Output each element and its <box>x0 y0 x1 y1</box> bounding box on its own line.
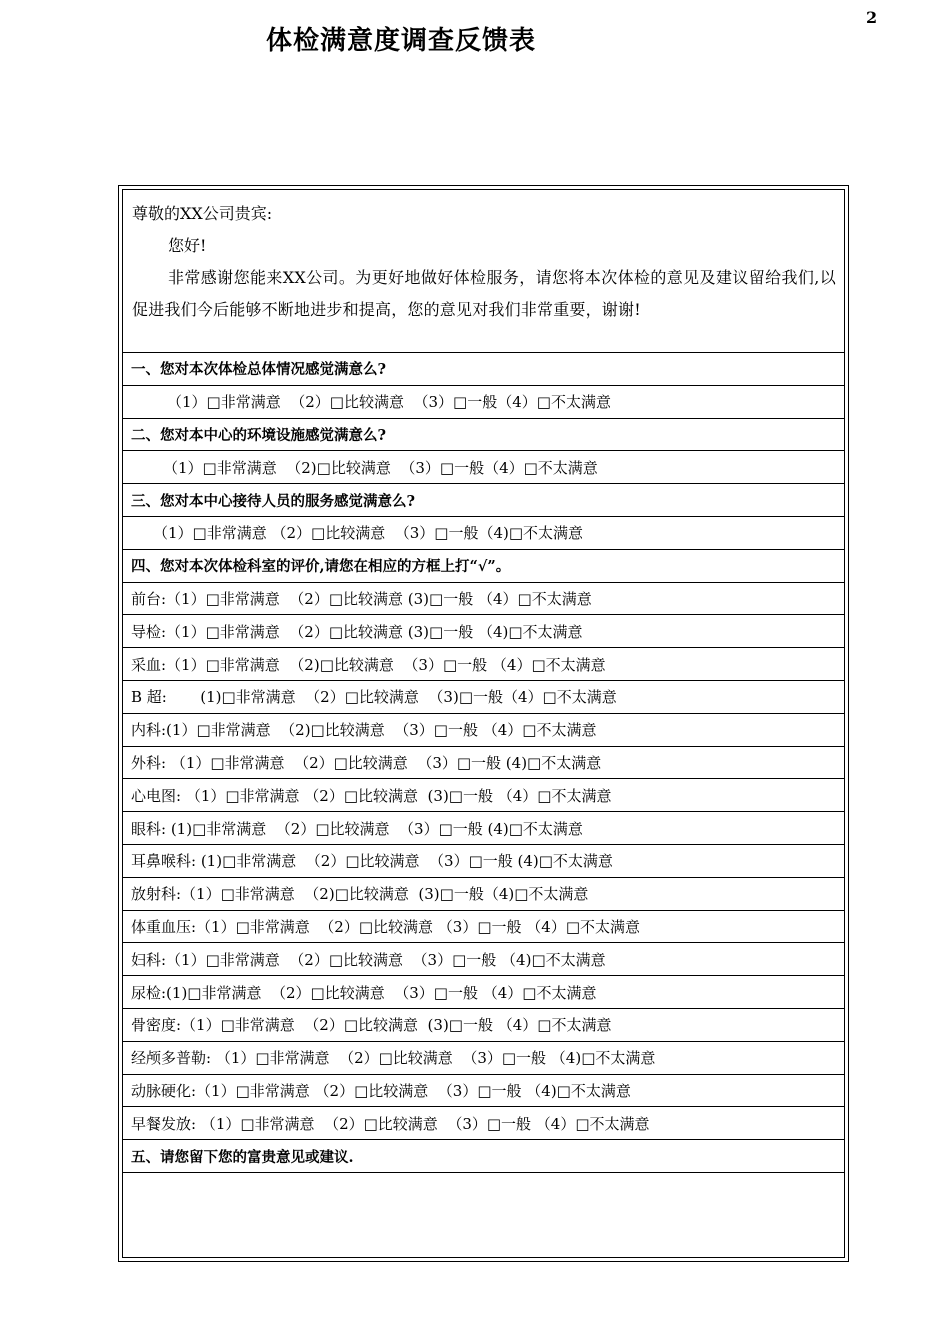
department-row-gynecology[interactable]: 妇科:（1）□非常满意 （2）□比较满意 （3）□一般 （4)□不太满意 <box>123 943 844 976</box>
department-row-radiology[interactable]: 放射科:（1）□非常满意 （2)□比较满意 (3)□一般（4)□不太满意 <box>123 878 844 911</box>
page-title: 体检满意度调查反馈表 <box>266 26 537 56</box>
question-4-heading: 四、您对本次体检科室的评价,请您在相应的方框上打“√”。 <box>123 550 844 583</box>
question-2-heading: 二、您对本中心的环境设施感觉满意么? <box>123 419 844 452</box>
department-row-front-desk[interactable]: 前台:（1）□非常满意 （2）□比较满意 (3)□一般 （4）□不太满意 <box>123 583 844 616</box>
department-row-ent[interactable]: 耳鼻喉科: (1)□非常满意 （2）□比较满意 （3）□一般 (4)□不太满意 <box>123 845 844 878</box>
department-row-ultrasound[interactable]: B 超: (1)□非常满意 （2）□比较满意 （3)□一般（4）□不太满意 <box>123 681 844 714</box>
survey-form <box>118 185 849 1262</box>
department-row-guide[interactable]: 导检:（1）□非常满意 （2）□比较满意 (3)□一般 （4)□不太满意 <box>123 615 844 648</box>
department-row-blood-draw[interactable]: 采血:（1）□非常满意 （2)□比较满意 （3）□一般 （4）□不太满意 <box>123 648 844 681</box>
department-row-breakfast[interactable]: 早餐发放: （1）□非常满意 （2）□比较满意 （3）□一般 （4）□不太满意 <box>123 1107 844 1140</box>
greeting-block <box>123 190 844 353</box>
question-2-options[interactable]: （1）□非常满意 （2)□比较满意 （3）□一般（4）□不太满意 <box>123 451 844 484</box>
survey-form-inner <box>122 189 845 1258</box>
suggestion-area[interactable] <box>123 1173 844 1290</box>
department-row-arteriosclerosis[interactable]: 动脉硬化:（1）□非常满意 （2）□比较满意 （3）□一般 （4)□不太满意 <box>123 1075 844 1108</box>
department-row-surgery[interactable]: 外科: （1）□非常满意 （2）□比较满意 （3）□一般 (4)□不太满意 <box>123 747 844 780</box>
department-row-internal-medicine[interactable]: 内科:(1）□非常满意 （2)□比较满意 （3）□一般 （4）□不太满意 <box>123 714 844 747</box>
department-row-urinalysis[interactable]: 尿检:(1)□非常满意 （2）□比较满意 （3）□一般 （4）□不太满意 <box>123 976 844 1009</box>
question-1-options[interactable]: （1）□非常满意 （2）□比较满意 （3）□一般（4）□不太满意 <box>123 386 844 419</box>
page-number: 2 <box>866 8 878 27</box>
salutation: 尊敬的XX公司贵宾: <box>132 204 273 223</box>
department-row-ecg[interactable]: 心电图: （1）□非常满意 （2）□比较满意 (3)□一般 （4）□不太满意 <box>123 779 844 812</box>
department-row-transcranial-doppler[interactable]: 经颅多普勒: （1）□非常满意 （2）□比较满意 （3）□一般 （4)□不太满意 <box>123 1042 844 1075</box>
hello-text: 您好! <box>168 236 207 255</box>
question-5-heading: 五、请您留下您的富贵意见或建议. <box>123 1140 844 1173</box>
department-row-ophthalmology[interactable]: 眼科: (1)□非常满意 （2）□比较满意 （3）□一般 (4)□不太满意 <box>123 812 844 845</box>
question-1-heading: 一、您对本次体检总体情况感觉满意么? <box>123 353 844 386</box>
question-3-heading: 三、您对本中心接待人员的服务感觉满意么? <box>123 484 844 517</box>
question-3-options[interactable]: （1）□非常满意 （2）□比较满意 （3）□一般（4)□不太满意 <box>123 517 844 550</box>
department-row-weight-blood-pressure[interactable]: 体重血压:（1）□非常满意 （2）□比较满意 （3）□一般 （4）□不太满意 <box>123 911 844 944</box>
department-row-bone-density[interactable]: 骨密度:（1）□非常满意 （2）□比较满意 (3)□一般 （4）□不太满意 <box>123 1009 844 1042</box>
intro-paragraph: 非常感谢您能来XX公司。为更好地做好体检服务，请您将本次体检的意见及建议留给我们,以促进我们今后能够不断地进步和提高，您的意见对我们非常重要，谢谢! <box>132 268 836 319</box>
